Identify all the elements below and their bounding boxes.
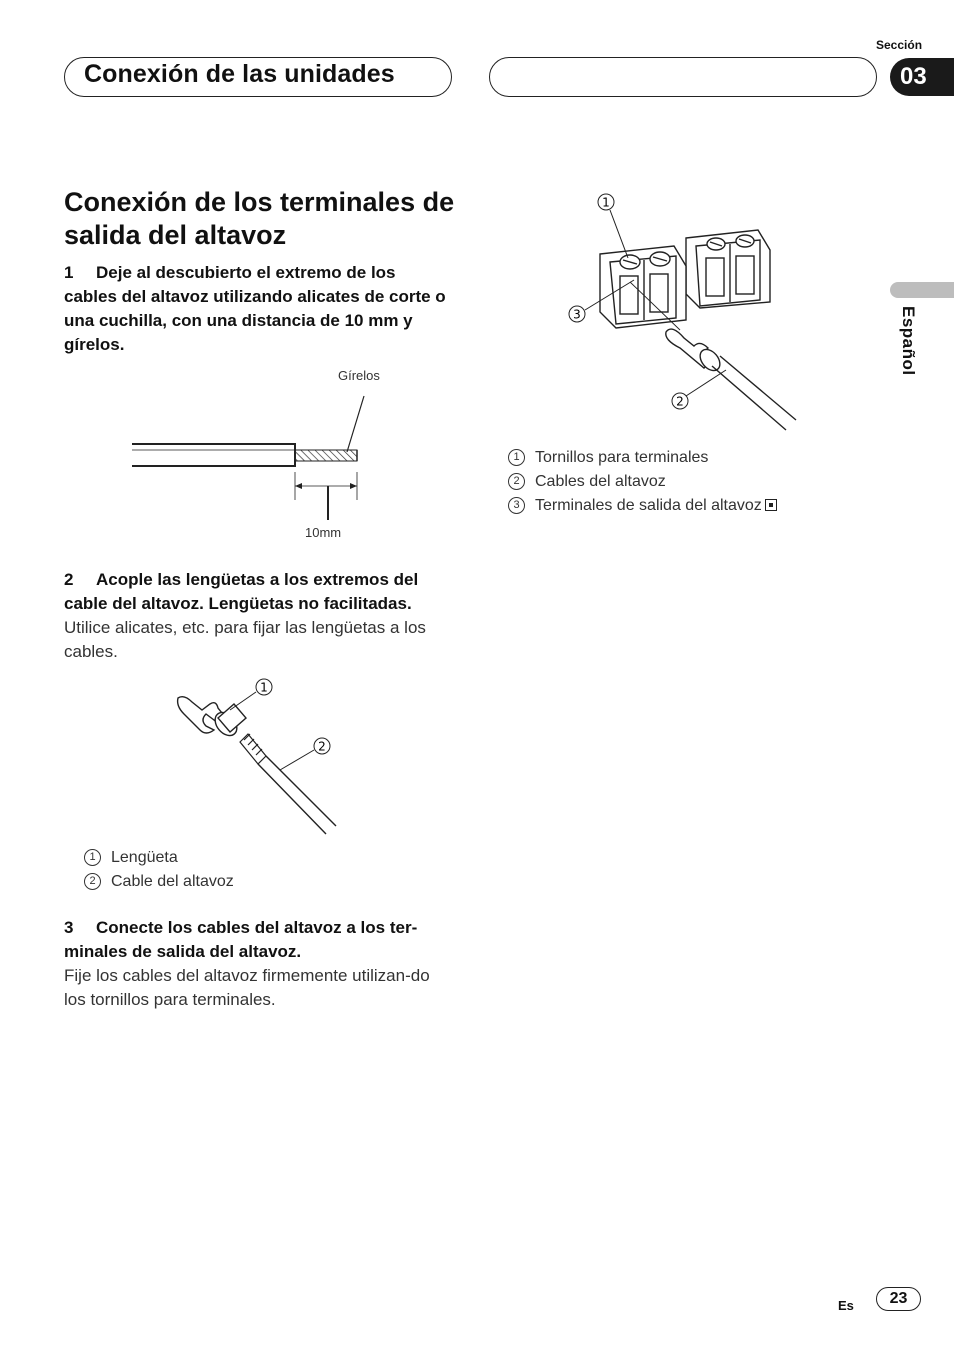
caption-item xyxy=(508,470,777,494)
page-header-title: Conexión de las unidades xyxy=(84,60,395,88)
step-number: 2 xyxy=(64,570,74,589)
step-detail: Fije los cables del altavoz firmemente utilizan-do los tornillos para terminales. xyxy=(64,966,430,1009)
footer-language-code: Es xyxy=(838,1298,854,1313)
caption-item xyxy=(84,846,234,870)
speaker-terminal-illustration xyxy=(560,190,820,440)
step-3 xyxy=(64,916,449,1012)
caption-marker: 2 xyxy=(84,873,101,890)
callout-2: 2 xyxy=(676,394,684,409)
callout-3: 3 xyxy=(573,307,581,322)
caption-text: Cable del altavoz xyxy=(111,873,234,890)
step-instruction: Deje al descubierto el extremo de los cables del altavoz utilizando alicates de corte o una cuchilla, con una distancia de 10 mm y gírelos. xyxy=(64,263,446,354)
callout-2: 2 xyxy=(318,739,326,754)
page-number: 23 xyxy=(876,1287,921,1311)
caption-item xyxy=(84,870,234,894)
caption-text: Tornillos para terminales xyxy=(535,449,709,466)
caption-marker: 2 xyxy=(508,473,525,490)
caption-item xyxy=(508,494,777,518)
caption-text: Lengüeta xyxy=(111,849,178,866)
caption-marker: 1 xyxy=(84,849,101,866)
step-instruction: Conecte los cables del altavoz a los ter-minales de salida del altavoz. xyxy=(64,918,418,961)
step-number: 3 xyxy=(64,918,74,937)
step-instruction: Acople las lengüetas a los extremos del cable del altavoz. Lengüetas no facilitadas. xyxy=(64,570,419,613)
step-1 xyxy=(64,261,449,357)
callout-1: 1 xyxy=(260,680,268,695)
caption-marker: 3 xyxy=(508,497,525,514)
caption-item xyxy=(508,446,777,470)
twist-label: Gírelos xyxy=(338,368,380,383)
length-label: 10mm xyxy=(305,525,342,540)
caption-marker: 1 xyxy=(508,449,525,466)
language-label: Español xyxy=(899,306,918,376)
section-label: Sección xyxy=(876,38,923,52)
step-2 xyxy=(64,568,449,664)
lug-caption-list xyxy=(84,846,234,894)
header-blank-frame xyxy=(489,57,877,97)
section-heading: Conexión de los terminales de salida del altavoz xyxy=(64,187,455,250)
callout-1: 1 xyxy=(602,195,610,210)
end-of-section-icon xyxy=(765,499,777,511)
step-number: 1 xyxy=(64,263,74,282)
step-detail: Utilice alicates, etc. para fijar las lengüetas a los cables. xyxy=(64,618,426,661)
section-number-badge: 03 xyxy=(890,58,954,96)
lug-illustration xyxy=(170,670,350,840)
stripped-wire-illustration xyxy=(120,390,380,540)
terminal-caption-list xyxy=(508,446,777,518)
language-tab xyxy=(890,282,954,298)
caption-text: Terminales de salida del altavoz xyxy=(535,497,762,514)
caption-text: Cables del altavoz xyxy=(535,473,666,490)
